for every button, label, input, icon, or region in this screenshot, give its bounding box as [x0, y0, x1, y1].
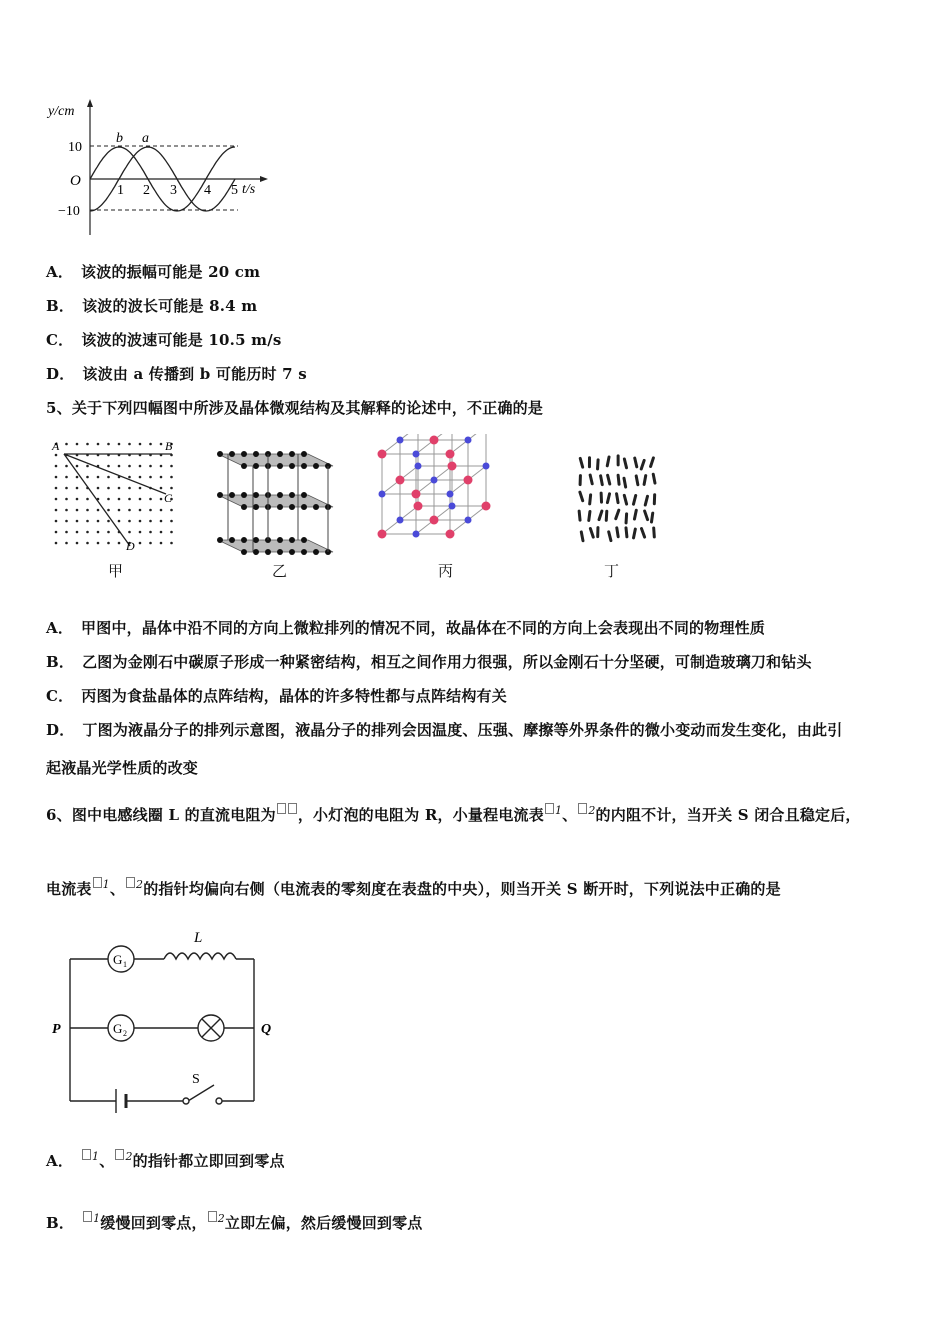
- curve-label-a: a: [142, 131, 149, 146]
- q4-option-a: A． 该波的振幅可能是 20 cm: [46, 263, 261, 281]
- carbon-atom: [289, 549, 295, 555]
- na-ion: [483, 463, 490, 470]
- lattice-dot: [149, 476, 152, 479]
- lc-molecule: [578, 509, 582, 521]
- carbon-atom: [301, 463, 307, 469]
- lc-molecule: [615, 526, 620, 538]
- cl-ion: [378, 530, 387, 539]
- lattice-dot: [160, 465, 163, 468]
- lattice-dot: [170, 465, 173, 468]
- carbon-atom: [229, 492, 235, 498]
- carbon-atom: [301, 537, 307, 543]
- lc-molecule: [596, 458, 600, 470]
- lc-molecule: [599, 474, 604, 486]
- lattice-dot: [86, 520, 89, 523]
- lc-molecule: [614, 508, 621, 520]
- na-ion: [415, 463, 422, 470]
- lattice-dot: [160, 520, 163, 523]
- caption-jia: 甲: [108, 562, 124, 580]
- carbon-atom: [277, 451, 283, 457]
- lattice-dot: [65, 476, 68, 479]
- lattice-dot: [65, 443, 68, 446]
- lattice-dot: [170, 487, 173, 490]
- lc-molecule: [578, 490, 585, 502]
- lattice-dot: [65, 520, 68, 523]
- lc-molecule: [649, 456, 656, 468]
- lattice-dot: [149, 520, 152, 523]
- carbon-atom: [289, 451, 295, 457]
- caption-bing: 丙: [438, 562, 454, 580]
- lattice-dot: [55, 465, 58, 468]
- lattice-dot: [128, 443, 131, 446]
- lc-molecule: [633, 456, 639, 468]
- lattice-dot: [107, 443, 110, 446]
- lattice-dot: [118, 443, 121, 446]
- lc-molecule: [607, 530, 613, 542]
- formula-placeholder-icon: [578, 803, 587, 814]
- y-tick-minus-10: −10: [58, 204, 80, 219]
- na-ion: [413, 451, 420, 458]
- lattice-dot: [128, 465, 131, 468]
- q5-option-c: C． 丙图为食盐晶体的点阵结构，晶体的许多特性都与点阵结构有关: [46, 687, 507, 705]
- caption-yi: 乙: [272, 562, 288, 580]
- caption-ding: 丁: [604, 562, 620, 580]
- lc-molecule: [597, 509, 604, 521]
- curve-label-b: b: [116, 131, 123, 146]
- lattice-dot: [107, 520, 110, 523]
- lattice-dot: [149, 443, 152, 446]
- q5-option-d-continued: 起液晶光学性质的改变: [46, 759, 199, 777]
- cl-ion: [446, 530, 455, 539]
- lattice-dot: [170, 509, 173, 512]
- lattice-dot: [97, 487, 100, 490]
- figure-ding-liquid-crystal: [572, 446, 662, 546]
- y-axis-label: y/cm: [48, 104, 75, 119]
- carbon-atom: [289, 537, 295, 543]
- lc-molecule: [616, 474, 620, 486]
- g1-label: G: [113, 952, 123, 967]
- figure-bing-salt-lattice: [372, 434, 502, 550]
- q5-option-b: B． 乙图为金刚石中碳原子形成一种紧密结构，相互之间作用力很强，所以金刚石十分坚硬，可制造玻璃刀和钻头: [46, 653, 812, 671]
- lattice-dot: [118, 542, 121, 545]
- node-q-label: Q: [261, 1022, 272, 1037]
- lattice-dot: [97, 520, 100, 523]
- lattice-dot: [76, 498, 79, 501]
- lc-molecule: [588, 493, 592, 505]
- lattice-dot: [149, 498, 152, 501]
- lattice-dot: [107, 465, 110, 468]
- lc-molecule: [640, 527, 647, 539]
- lattice-dot: [160, 531, 163, 534]
- lattice-dot: [139, 487, 142, 490]
- lc-molecule: [653, 493, 656, 505]
- lattice-dot: [118, 487, 121, 490]
- carbon-atom: [313, 504, 319, 510]
- q5-option-a: A． 甲图中，晶体中沿不同的方向上微粒排列的情况不同，故晶体在不同的方向上会表现出不同的物理性质: [46, 619, 766, 637]
- lattice-dot: [97, 476, 100, 479]
- lattice-dot: [160, 443, 163, 446]
- lc-molecule: [643, 509, 650, 521]
- carbon-atom: [277, 463, 283, 469]
- lattice-dot: [86, 542, 89, 545]
- cl-ion: [414, 502, 423, 511]
- cl-ion: [448, 462, 457, 471]
- lattice-dot: [65, 487, 68, 490]
- lc-molecule: [651, 473, 656, 485]
- carbon-atom: [241, 451, 247, 457]
- carbon-atom: [217, 537, 223, 543]
- x-tick-2: 2: [143, 183, 150, 198]
- node-p-label: P: [52, 1022, 61, 1037]
- lc-molecule: [624, 526, 628, 538]
- lattice-dot: [139, 509, 142, 512]
- lattice-dot: [170, 542, 173, 545]
- formula-placeholder-icon: [208, 1211, 217, 1222]
- lattice-dot: [55, 531, 58, 534]
- lc-molecule: [652, 526, 656, 538]
- na-ion: [397, 517, 404, 524]
- na-ion: [465, 437, 472, 444]
- figure-jia: [48, 436, 183, 554]
- cl-ion: [464, 476, 473, 485]
- lattice-dot: [86, 465, 89, 468]
- origin-label: O: [70, 173, 81, 189]
- formula-placeholder-icon: [115, 1149, 124, 1160]
- lc-molecule: [588, 456, 591, 468]
- carbon-atom: [229, 537, 235, 543]
- x-tick-5: 5: [231, 183, 238, 198]
- lattice-dot: [139, 542, 142, 545]
- q6-stem-line2: 电流表 $^1$、 $^2$的指针均偏向右侧（电流表的零刻度在表盘的中央），则当开关 S 断开时，下列说法中正确的是: [46, 878, 781, 898]
- lc-molecule: [623, 457, 629, 469]
- q6-stem-line1: 6、图中电感线圈 L 的直流电阻为 ，小灯泡的电阻为 R，小量程电流表 $^1$、 $^2$的内阻不计，当开关 S 闭合且稳定后，: [46, 804, 861, 824]
- cl-ion: [446, 450, 455, 459]
- lattice-dot: [76, 465, 79, 468]
- carbon-atom: [277, 537, 283, 543]
- lattice-dot: [107, 509, 110, 512]
- q5-option-d: D． 丁图为液晶分子的排列示意图，液晶分子的排列会因温度、压强、摩擦等外界条件的微小变动而发生变化，由此引: [46, 721, 843, 739]
- lattice-dot: [55, 542, 58, 545]
- carbon-atom: [289, 463, 295, 469]
- lattice-dot: [107, 498, 110, 501]
- g2-sub: 2: [123, 1029, 127, 1038]
- carbon-atom: [277, 492, 283, 498]
- lc-molecule: [606, 492, 612, 504]
- lattice-dot: [170, 476, 173, 479]
- carbon-atom: [313, 463, 319, 469]
- carbon-atom: [313, 549, 319, 555]
- lc-molecule: [622, 494, 628, 506]
- lattice-dot: [139, 476, 142, 479]
- lattice-dot: [76, 443, 79, 446]
- lattice-dot: [86, 498, 89, 501]
- q5-stem: 5、关于下列四幅图中所涉及晶体微观结构及其解释的论述中，不正确的是: [46, 399, 544, 417]
- lattice-dot: [65, 542, 68, 545]
- na-ion: [431, 477, 438, 484]
- lattice-dot: [76, 531, 79, 534]
- lattice-dot: [65, 498, 68, 501]
- lattice-dot: [149, 531, 152, 534]
- formula-placeholder-icon: [82, 1149, 91, 1160]
- lattice-dot: [118, 509, 121, 512]
- lattice-dot: [128, 498, 131, 501]
- q6-option-b: B． $^1$缓慢回到零点， $^2$立即左偏，然后缓慢回到零点: [46, 1212, 423, 1232]
- carbon-atom: [265, 549, 271, 555]
- lattice-dot: [86, 531, 89, 534]
- lattice-dot: [160, 487, 163, 490]
- q4-option-d: D． 该波由 a 传播到 b 可能历时 7 s: [46, 365, 307, 383]
- carbon-atom: [253, 504, 259, 510]
- g2-label: G: [113, 1021, 123, 1036]
- lc-molecule: [632, 527, 637, 539]
- lattice-dot: [139, 498, 142, 501]
- carbon-atom: [241, 504, 247, 510]
- point-b-label: B: [165, 439, 173, 453]
- lattice-dot: [160, 509, 163, 512]
- na-ion: [413, 531, 420, 538]
- lattice-dot: [76, 509, 79, 512]
- carbon-atom: [241, 463, 247, 469]
- lc-molecule: [588, 527, 595, 539]
- lc-molecule: [643, 494, 649, 506]
- lattice-dot: [76, 476, 79, 479]
- lattice-dot: [139, 443, 142, 446]
- formula-placeholder-icon: [288, 803, 297, 814]
- lc-molecule: [588, 473, 594, 485]
- lattice-dot: [139, 465, 142, 468]
- lattice-dot: [55, 509, 58, 512]
- lattice-dot: [86, 476, 89, 479]
- lc-molecule: [600, 492, 604, 504]
- lattice-dot: [55, 454, 58, 457]
- circuit-diagram: [46, 925, 286, 1115]
- lc-molecule: [622, 476, 627, 488]
- lattice-dot: [118, 465, 121, 468]
- lc-molecule: [617, 454, 620, 466]
- x-tick-1: 1: [117, 183, 124, 198]
- lattice-dot: [128, 520, 131, 523]
- lc-molecule: [578, 457, 584, 469]
- carbon-atom: [241, 537, 247, 543]
- lattice-dot: [97, 531, 100, 534]
- lc-molecule: [634, 474, 639, 486]
- lattice-dot: [97, 542, 100, 545]
- lattice-dot: [76, 520, 79, 523]
- carbon-atom: [253, 492, 259, 498]
- lc-molecule: [605, 455, 610, 467]
- formula-placeholder-icon: [277, 803, 286, 814]
- q4-option-b: B． 该波的波长可能是 8.4 m: [46, 297, 258, 315]
- formula-placeholder-icon: [83, 1211, 92, 1222]
- lattice-dot: [128, 487, 131, 490]
- lattice-dot: [139, 531, 142, 534]
- y-tick-10: 10: [68, 140, 82, 155]
- cl-ion: [430, 436, 439, 445]
- lc-molecule: [605, 510, 609, 522]
- lattice-dot: [107, 542, 110, 545]
- carbon-atom: [241, 492, 247, 498]
- lattice-dot: [97, 509, 100, 512]
- lattice-dot: [149, 509, 152, 512]
- carbon-atom: [289, 492, 295, 498]
- lc-molecule: [624, 512, 628, 524]
- lattice-dot: [55, 476, 58, 479]
- lc-molecule: [632, 494, 638, 506]
- carbon-atom: [229, 451, 235, 457]
- carbon-atom: [301, 504, 307, 510]
- lattice-dot: [118, 520, 121, 523]
- point-a-label: A: [52, 439, 60, 453]
- lattice-dot: [86, 509, 89, 512]
- lc-molecule: [596, 526, 599, 538]
- lattice-dot: [107, 487, 110, 490]
- lc-molecule: [587, 510, 592, 522]
- lattice-dot: [149, 465, 152, 468]
- carbon-atom: [253, 549, 259, 555]
- carbon-atom: [301, 549, 307, 555]
- lattice-dot: [128, 476, 131, 479]
- lattice-dot: [65, 509, 68, 512]
- formula-placeholder-icon: [126, 877, 135, 888]
- carbon-atom: [277, 504, 283, 510]
- carbon-atom: [217, 492, 223, 498]
- carbon-atom: [253, 463, 259, 469]
- lattice-dot: [160, 498, 163, 501]
- cl-ion: [482, 502, 491, 511]
- wave-graph: [40, 95, 280, 245]
- x-tick-3: 3: [170, 183, 177, 198]
- lc-molecule: [633, 508, 638, 520]
- carbon-atom: [241, 549, 247, 555]
- na-ion: [447, 491, 454, 498]
- lattice-dot: [107, 476, 110, 479]
- lattice-dot: [170, 520, 173, 523]
- lattice-dot: [139, 520, 142, 523]
- x-axis-label: t/s: [242, 182, 256, 197]
- lattice-dot: [86, 443, 89, 446]
- figure-yi-diamond: [198, 440, 343, 560]
- lattice-dot: [65, 465, 68, 468]
- cl-ion: [430, 516, 439, 525]
- lc-molecule: [615, 492, 620, 504]
- g1-sub: 1: [123, 960, 127, 969]
- carbon-atom: [301, 451, 307, 457]
- q4-option-c: C． 该波的波速可能是 10.5 m/s: [46, 331, 282, 349]
- lc-molecule: [650, 511, 655, 523]
- q6-option-a: A． $^1$、 $^2$的指针都立即回到零点: [46, 1150, 285, 1170]
- lattice-dot: [128, 509, 131, 512]
- lc-molecule: [579, 474, 582, 486]
- lattice-dot: [170, 531, 173, 534]
- lattice-dot: [76, 487, 79, 490]
- lattice-dot: [97, 443, 100, 446]
- carbon-atom: [277, 549, 283, 555]
- cl-ion: [396, 476, 405, 485]
- lattice-dot: [76, 542, 79, 545]
- carbon-atom: [253, 451, 259, 457]
- lattice-dot: [55, 520, 58, 523]
- switch-label: S: [192, 1072, 200, 1087]
- carbon-atom: [217, 451, 223, 457]
- lc-molecule: [606, 473, 612, 485]
- lattice-dot: [149, 542, 152, 545]
- lattice-dot: [55, 498, 58, 501]
- na-ion: [379, 491, 386, 498]
- cl-ion: [378, 450, 387, 459]
- point-c-label: C: [164, 491, 173, 505]
- lattice-dot: [160, 542, 163, 545]
- lattice-dot: [55, 487, 58, 490]
- lc-molecule: [580, 530, 585, 542]
- lattice-dot: [160, 476, 163, 479]
- point-d-label: D: [126, 539, 135, 553]
- carbon-atom: [301, 492, 307, 498]
- x-tick-4: 4: [204, 183, 211, 198]
- lattice-dot: [107, 531, 110, 534]
- carbon-atom: [289, 504, 295, 510]
- na-ion: [397, 437, 404, 444]
- inductor-label: L: [194, 930, 203, 946]
- lc-molecule: [642, 474, 647, 486]
- lc-molecule: [639, 459, 646, 471]
- lattice-dot: [65, 531, 68, 534]
- na-ion: [449, 503, 456, 510]
- formula-placeholder-icon: [93, 877, 102, 888]
- cl-ion: [412, 490, 421, 499]
- lattice-dot: [128, 531, 131, 534]
- formula-placeholder-icon: [545, 803, 554, 814]
- carbon-atom: [253, 537, 259, 543]
- na-ion: [465, 517, 472, 524]
- lattice-dot: [118, 498, 121, 501]
